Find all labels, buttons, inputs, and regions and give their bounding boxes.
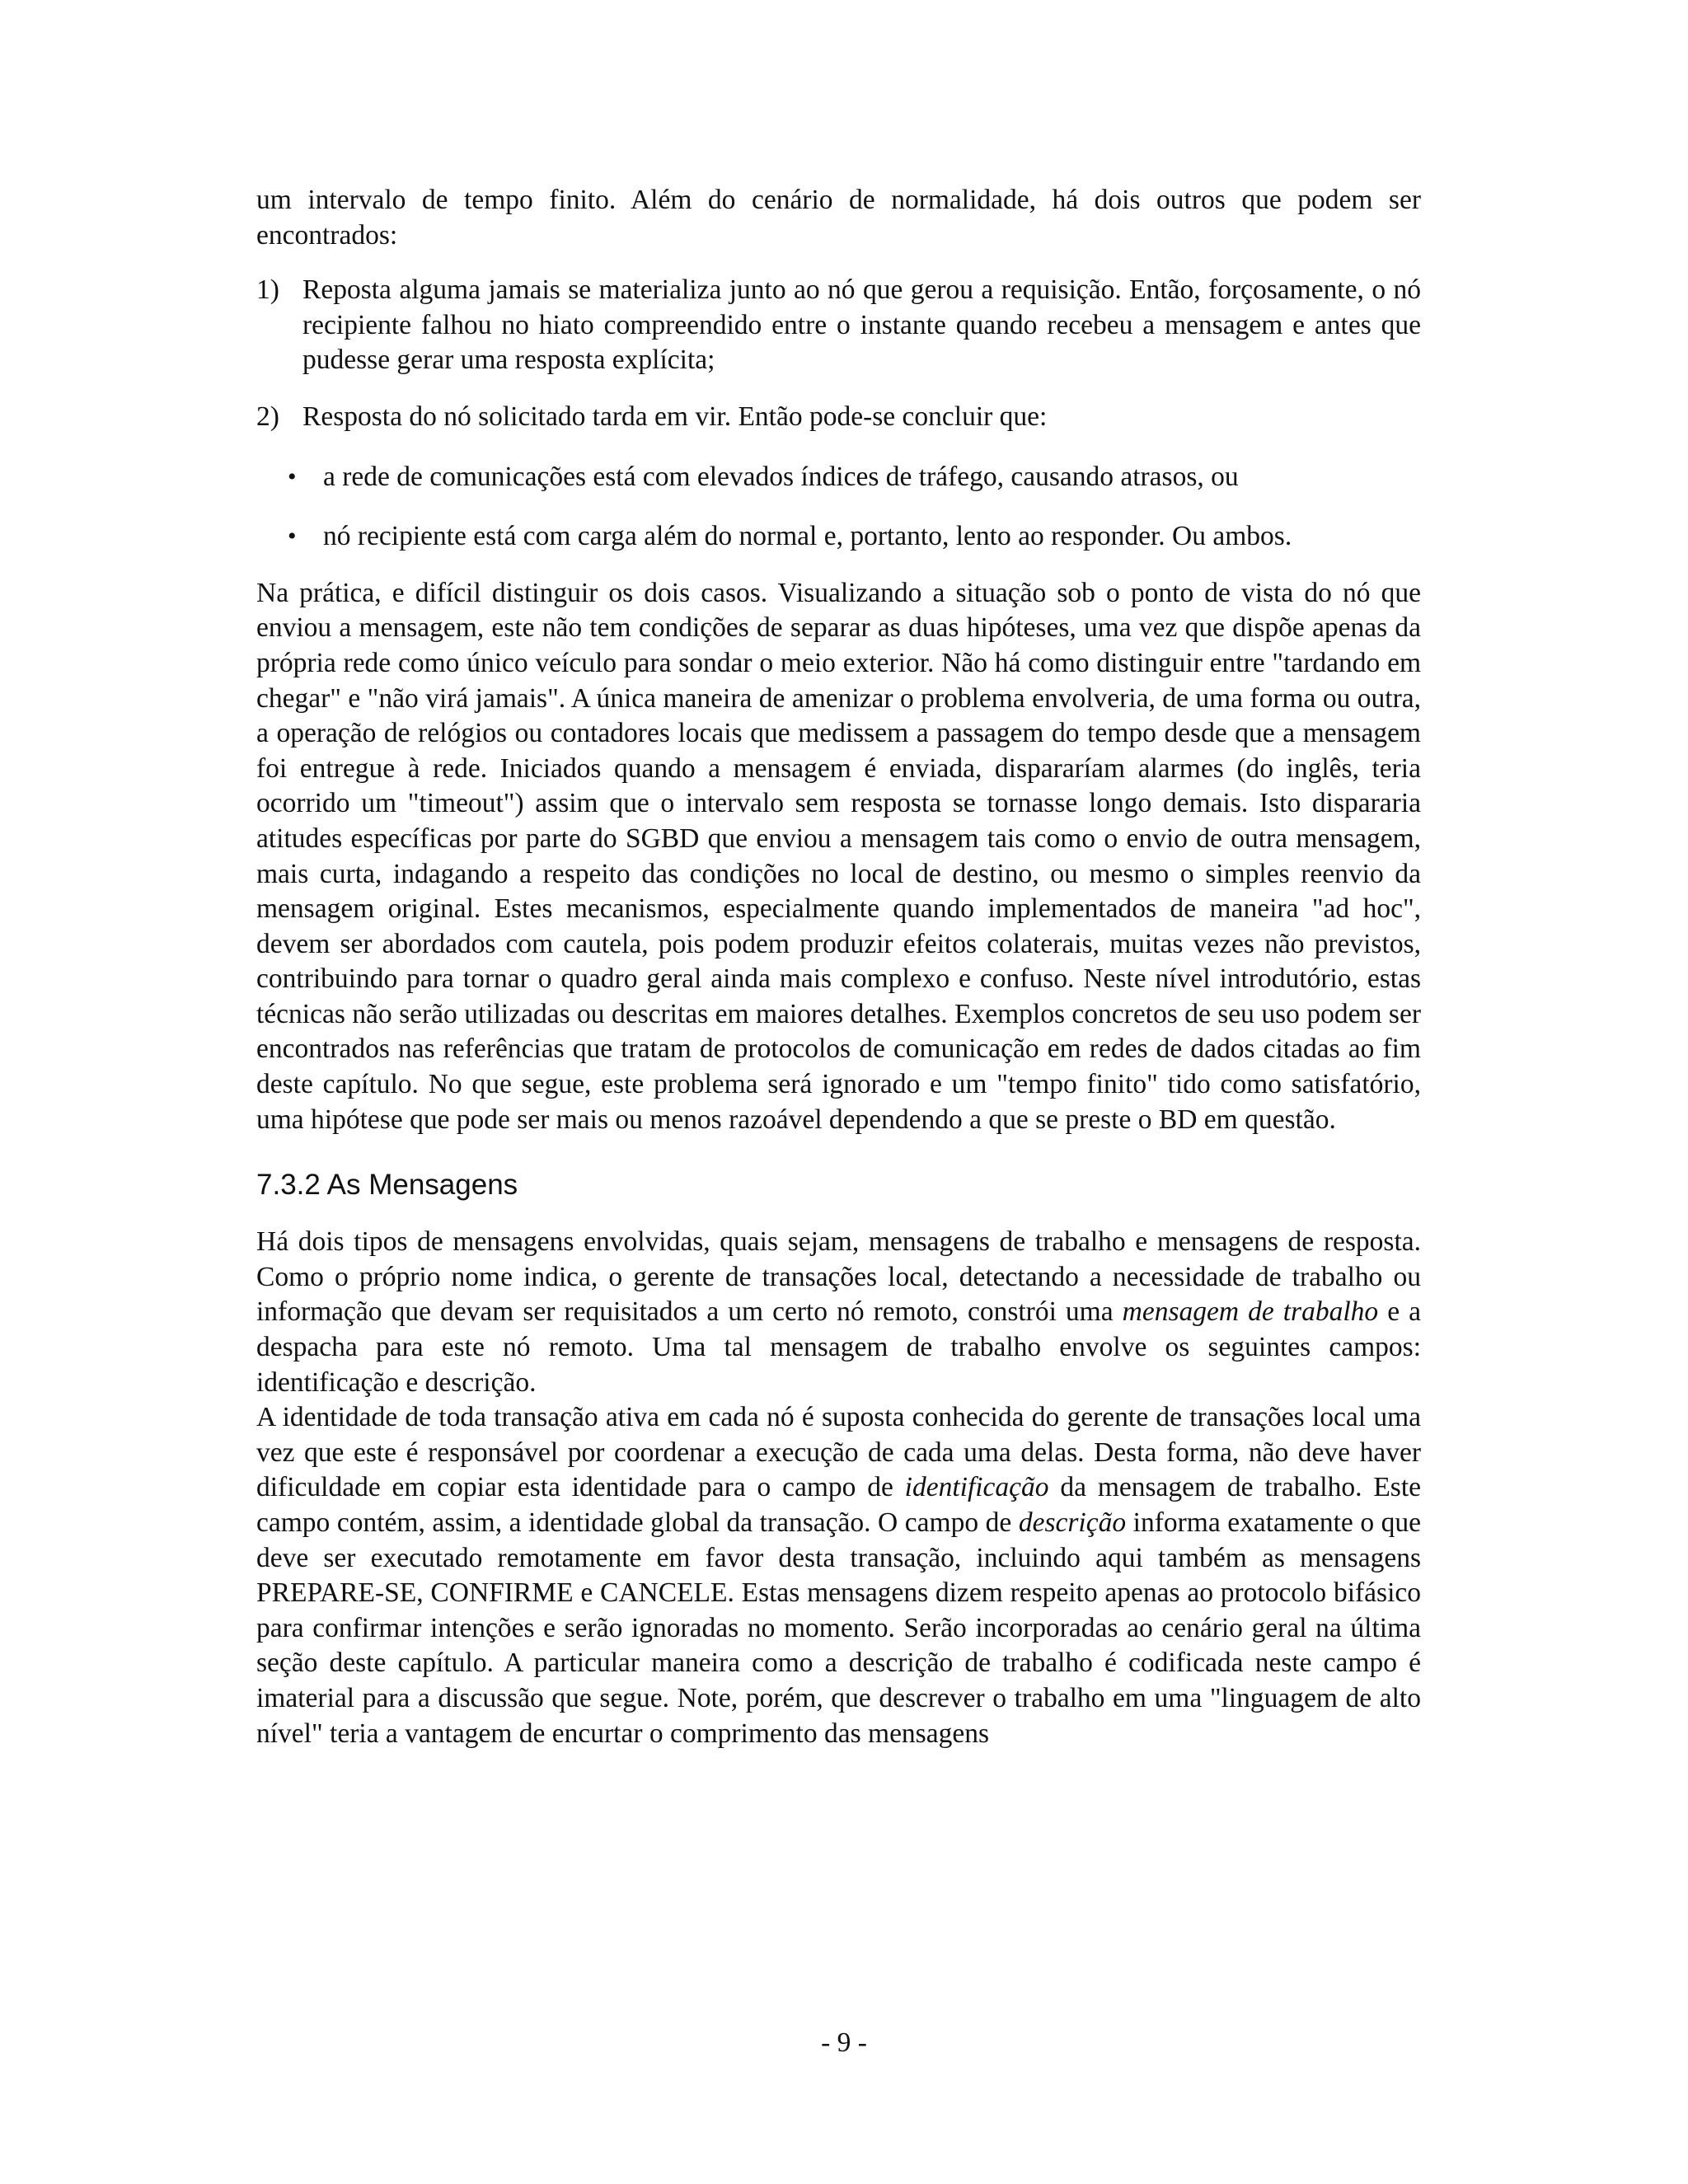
page-number: - 9 -	[821, 2027, 867, 2058]
mensagens-paragraph-2	[256, 1400, 1421, 1751]
numbered-item-2-label: 2)	[256, 401, 279, 432]
bullet-icon: •	[288, 462, 297, 490]
section-heading: 7.3.2 As Mensagens	[256, 1169, 518, 1202]
numbered-item-2	[256, 400, 1421, 435]
intro-paragraph: um intervalo de tempo finito. Além do cenário de normalidade, há dois outros que podem ser encontrados:	[256, 185, 1421, 251]
mensagens-paragraph-1-b: e a despacha para este nó remoto. Uma tal mensagem de trabalho envolve os seguintes campos: identificação e descrição.	[256, 1296, 1421, 1398]
bullet-item-2	[288, 519, 1421, 555]
identificacao-term: identificação	[904, 1472, 1049, 1503]
numbered-item-2-text: Resposta do nó solicitado tarda em vir. Então pode-se concluir que:	[302, 401, 1048, 432]
pratica-paragraph: Na prática, e difícil distinguir os dois casos. Visualizando a situação sob o ponto de vista do nó que enviou a mensagem, este não tem condições de separar as duas hipóteses, uma vez que dispõe apenas da própria rede como único veículo para sondar o meio exterior. Não há como distinguir entre "tardando em chegar" e "não virá jamais". A única maneira de amenizar o problema envolveria, de uma forma ou outra, a operação de relógios ou contadores locais que medissem a passagem do tempo desde que a mensagem foi entregue à rede. Iniciados quando a mensagem é enviada, dispararíam alarmes (do inglês, teria ocorrido um "timeout") assim que o intervalo sem resposta se tornasse longo demais. Isto dispararia atitudes específicas por parte do SGBD que enviou a mensagem tais como o envio de outra mensagem, mais curta, indagando a respeito das condições no local de destino, ou mesmo o simples reenvio da mensagem original. Estes mecanismos, especialmente quando implementados de maneira "ad hoc", devem ser abordados com cautela, pois podem produzir efeitos colaterais, muitas vezes não previstos, contribuindo para tornar o quadro geral ainda mais complexo e confuso. Neste nível introdutório, estas técnicas não serão utilizadas ou descritas em maiores detalhes. Exemplos concretos de seu uso podem ser encontrados nas referências que tratam de protocolos de comunicação em redes de dados citadas ao fim deste capítulo. No que segue, este problema será ignorado e um "tempo finito" tido como satisfatório, uma hipótese que pode ser mais ou menos razoável dependendo a que se preste o BD em questão.	[256, 577, 1421, 1135]
numbered-item-1-label: 1)	[256, 274, 279, 306]
mensagem-de-trabalho-term: mensagem de trabalho	[1122, 1296, 1379, 1328]
bullet-icon: •	[288, 523, 297, 551]
mensagens-paragraph-1-a: Há dois tipos de mensagens envolvidas, quais sejam, mensagens de trabalho e mensagens de resposta. Como o próprio nome indica, o gerente de transações local, detectando a necessidade de trabalho ou informação que devam ser requisitados a um certo nó remoto, constrói uma	[256, 1226, 1421, 1328]
bullet-item-1-text: a rede de comunicações está com elevados índices de tráfego, causando atrasos, ou	[323, 461, 1239, 492]
mensagens-paragraph-2-a: A identidade de toda transação ativa em cada nó é suposta conhecida do gerente de transações local uma vez que este é responsável por coordenar a execução de cada uma delas. Desta forma, não deve haver dificuldade em copiar esta identidade para o campo de	[256, 1402, 1421, 1503]
bullet-item-2-text: nó recipiente está com carga além do normal e, portanto, lento ao responder. Ou ambos.	[323, 521, 1292, 552]
numbered-item-1-text: Reposta alguma jamais se materializa junto ao nó que gerou a requisição. Então, forçosamente, o nó recipiente falhou no hiato compreendido entre o instante quando recebeu a mensagem e antes que pudesse gerar uma resposta explícita;	[302, 274, 1421, 376]
mensagens-paragraph-2-b: da mensagem de trabalho. Este campo contém, assim, a identidade global da transação. O campo de	[256, 1472, 1421, 1538]
bullet-item-1	[288, 460, 1421, 495]
descricao-term: descrição	[1018, 1507, 1127, 1538]
mensagens-paragraph-1	[256, 1225, 1421, 1400]
mensagens-paragraph-2-c: informa exatamente o que deve ser executado remotamente em favor desta transação, incluindo aqui também as mensagens PREPARE-SE, CONFIRME e CANCELE. Estas mensagens dizem respeito apenas ao protocolo bifásico para confirmar intenções e serão ignoradas no momento. Serão incorporadas ao cenário geral na última seção deste capítulo. A particular maneira como a descrição de trabalho é codificada neste campo é imaterial para a discussão que segue. Note, porém, que descrever o trabalho em uma "linguagem de alto nível" teria a vantagem de encurtar o comprimento das mensagens	[256, 1507, 1421, 1749]
document-page	[256, 183, 1421, 1751]
numbered-item-1	[256, 273, 1421, 378]
